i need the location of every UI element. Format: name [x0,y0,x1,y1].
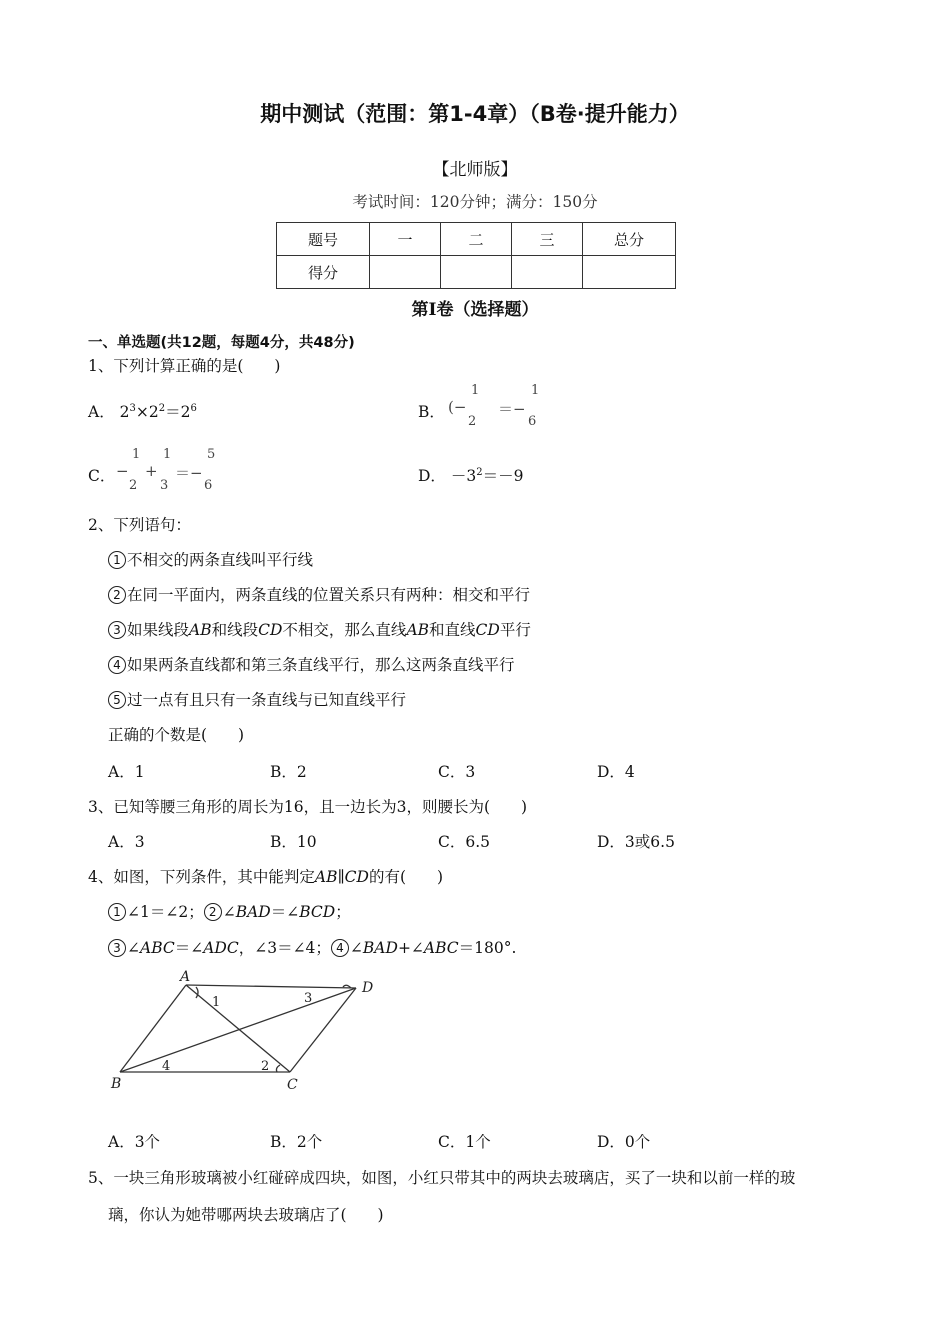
math-italic: BAD [235,903,271,921]
math-italic: CD [344,868,369,886]
fraction-numerator: 5 [207,447,216,462]
q2-option-b: B．2 [270,763,307,781]
q1-option-b-label: B． [418,403,445,421]
table-cell: 总分 [583,223,676,256]
table-cell: 得分 [277,256,370,289]
q2-ask: 正确的个数是( ) [108,726,245,744]
math-exponent: 6 [190,403,197,414]
condition-text: ＝180°. [458,939,517,957]
option-label: D． [418,467,446,485]
math-text: (− [448,398,467,416]
table-cell: 二 [441,223,512,256]
q5-stem-line1: 5、一块三角形玻璃被小红碰碎成四块，如图，小红只带其中的两块去玻璃店，买了一块和以前一样的玻 [88,1169,796,1187]
score-entry-cell[interactable] [370,256,441,289]
score-entry-cell[interactable] [512,256,583,289]
score-entry-cell[interactable] [441,256,512,289]
condition-text: ＝∠ [270,903,300,921]
figure-segment-ad [186,985,356,988]
condition-text: +∠ [397,939,424,957]
condition-text: ，∠3＝∠4； [238,939,331,957]
circled-number: 4 [108,656,126,674]
math-text: + [145,462,158,480]
math-italic: AB [314,868,338,886]
section-heading: 一、单选题(共12题，每题4分，共48分) [88,335,355,351]
angle-arc-2 [276,1065,280,1072]
q3-option-d: D．3或6.5 [597,833,675,851]
q5-stem-line2: 璃，你认为她带哪两块去玻璃店了( ) [108,1206,384,1224]
circled-number: 1 [108,903,126,921]
math-italic: AB [189,621,212,639]
math-text: ×2 [135,403,159,421]
condition-text: ∠ [127,939,140,957]
q4-conditions-line2 [108,936,516,958]
condition-text: ＝∠ [174,939,204,957]
circled-number: 5 [108,691,126,709]
fraction-denominator: 6 [204,478,213,493]
q4-conditions-line1 [108,900,351,922]
volume-title: 第Ⅰ卷（选择题） [411,300,539,320]
q4-option-c: C．1个 [438,1133,491,1151]
statement-text: 如果两条直线都和第三条直线平行，那么这两条直线平行 [127,656,515,674]
q3-option-b: B．10 [270,833,317,851]
fraction-numerator: 1 [471,383,480,398]
figure-segment-ac [186,985,290,1072]
table-cell: 一 [370,223,441,256]
math-text: ＝− [175,464,203,482]
vertex-label-a: A [180,969,191,985]
exam-info: 考试时间：120分钟；满分：150分 [352,193,598,211]
math-italic: CD [258,621,283,639]
q2-statement-3 [108,618,531,640]
q1-option-a [88,400,197,422]
math-text: ＝－9 [482,467,524,485]
q3-stem: 3、已知等腰三角形的周长为16，且一边长为3，则腰长为( ) [88,798,528,816]
table-cell: 三 [512,223,583,256]
q2-option-c: C．3 [438,763,476,781]
circled-number: 2 [108,586,126,604]
math-exponent: 3 [129,403,136,414]
math-text: − [116,462,129,480]
q3-option-c: C．6.5 [438,833,491,851]
condition-text: ； [335,903,351,921]
angle-label-3: 3 [304,991,313,1006]
math-text: ＝2 [165,403,191,421]
figure-segment-cd [290,988,356,1072]
math-exponent: 2 [476,467,483,478]
table-row [277,256,676,289]
edition-label: 【北师版】 [432,160,518,180]
stem-text: 的有( ) [368,868,444,886]
statement-text: 在同一平面内，两条直线的位置关系只有两种：相交和平行 [127,586,531,604]
q4-stem [88,865,443,887]
statement-text: 不相交，那么直线 [282,621,407,639]
condition-text: ∠ [349,939,363,957]
angle-label-2: 2 [261,1059,270,1074]
math-italic: AB [406,621,430,639]
angle-arc-1 [196,987,198,998]
statement-text: 和线段 [211,621,259,639]
statement-text: 如果线段 [127,621,190,639]
statement-text: 平行 [499,621,531,639]
math-italic: BAD [362,939,398,957]
math-italic: CD [475,621,500,639]
fraction-denominator: 3 [160,478,169,493]
fraction-denominator: 6 [528,414,537,429]
fraction-numerator: 1 [132,447,141,462]
fraction-denominator: 2 [468,414,477,429]
math-exponent: 2 [158,403,166,414]
math-italic: ADC [203,939,239,957]
q2-statement-4 [108,653,515,675]
fraction-numerator: 1 [531,383,540,398]
fraction-denominator: 2 [129,478,138,493]
condition-text: ∠ [222,903,236,921]
vertex-label-c: C [287,1077,298,1093]
statement-text: 和直线 [429,621,476,639]
circled-number: 3 [108,621,126,639]
statement-text: 不相交的两条直线叫平行线 [127,551,314,569]
math-text: ＝− [498,400,526,418]
angle-label-1: 1 [212,995,221,1010]
parallelogram-figure [100,968,400,1098]
angle-label-4: 4 [162,1059,171,1074]
q2-option-a: A．1 [108,763,145,781]
q2-statement-5 [108,688,406,710]
math-italic: ABC [423,939,459,957]
q4-option-a: A．3个 [108,1133,161,1151]
statement-text: 过一点有且只有一条直线与已知直线平行 [127,691,407,709]
vertex-label-d: D [362,980,374,996]
math-italic: ABC [140,939,175,957]
circled-number: 1 [108,551,126,569]
circled-number: 3 [108,939,126,957]
q1-stem: 1、下列计算正确的是( ) [88,357,281,375]
score-table [276,222,676,289]
q4-option-b: B．2个 [270,1133,323,1151]
q2-statement-1 [108,548,313,570]
math-text: 2 [119,403,130,421]
table-row [277,223,676,256]
page-title: 期中测试（范围：第1-4章）（B卷·提升能力） [260,102,690,126]
stem-text: ∥ [337,868,345,886]
figure-segment-bd [120,988,356,1072]
fraction-numerator: 1 [163,447,172,462]
circled-number: 2 [204,903,222,921]
q1-option-c-label: C． [88,467,116,485]
condition-text: ∠1＝∠2； [127,903,204,921]
q3-option-a: A．3 [108,833,145,851]
stem-text: 4、如图，下列条件，其中能判定 [88,868,315,886]
q2-statement-2 [108,583,530,605]
circled-number: 4 [331,939,349,957]
table-cell: 题号 [277,223,370,256]
q2-stem: 2、下列语句： [88,516,191,534]
math-text: －3 [450,467,477,485]
score-entry-cell[interactable] [583,256,676,289]
q2-option-d: D．4 [597,763,635,781]
q1-option-d [418,464,524,486]
option-label: A． [88,403,115,421]
vertex-label-b: B [111,1076,122,1092]
q4-option-d: D．0个 [597,1133,651,1151]
figure-segment-ab [120,985,186,1072]
math-italic: BCD [299,903,336,921]
